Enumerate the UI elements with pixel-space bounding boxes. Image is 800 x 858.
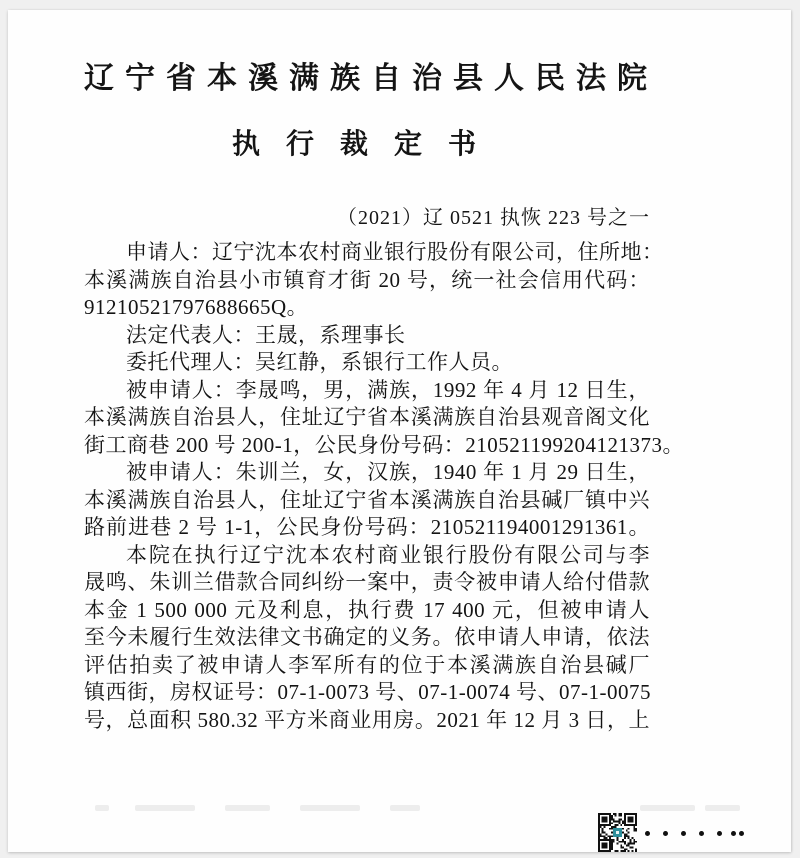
scan-artifact xyxy=(640,805,695,811)
dot xyxy=(645,831,650,836)
document-page xyxy=(8,10,791,852)
body-line: 至今未履行生效法律文书确定的义务。依申请人申请，依法 xyxy=(84,625,650,649)
scan-artifact xyxy=(95,805,109,811)
scan-artifact xyxy=(135,805,195,811)
scan-artifact xyxy=(705,805,740,811)
dot xyxy=(663,831,668,836)
court-name-title: 辽宁省本溪满族自治县人民法院 xyxy=(84,62,658,95)
body-line: 本溪满族自治县人，住址辽宁省本溪满族自治县碱厂镇中兴 xyxy=(84,487,650,512)
dotted-line xyxy=(645,831,750,837)
dot xyxy=(739,831,744,836)
body-line: 评估拍卖了被申请人李军所有的位于本溪满族自治县碱厂 xyxy=(84,652,650,677)
body-line: 被申请人：李晟鸣，男，满族，1992 年 4 月 12 日生， xyxy=(126,377,650,402)
dot xyxy=(681,831,686,836)
body-line: 本溪满族自治县小市镇育才街 20 号，统一社会信用代码： xyxy=(84,267,650,292)
body-line: 法定代表人：王晟，系理事长 xyxy=(126,322,406,347)
document-content xyxy=(8,10,791,734)
body-line: 镇西街，房权证号：07-1-0073 号、07-1-0074 号、07-1-0075 xyxy=(84,680,651,704)
dot xyxy=(717,831,722,836)
qr-code xyxy=(597,813,638,852)
body-line: 申请人：辽宁沈本农村商业银行股份有限公司，住所地： xyxy=(126,240,664,264)
scan-artifact xyxy=(225,805,270,811)
body-line: 街工商巷 200 号 200-1，公民身份号码：210521199204121373。 xyxy=(84,432,684,457)
body-line: 晟鸣、朱训兰借款合同纠纷一案中，责令被申请人给付借款 xyxy=(84,570,650,594)
body-line: 路前进巷 2 号 1-1，公民身份号码：210521194001291361。 xyxy=(84,515,650,539)
body-line: 号，总面积 580.32 平方米商业用房。2021 年 12 月 3 日，上 xyxy=(84,707,650,732)
dot xyxy=(731,831,736,836)
case-number: （2021）辽 0521 执恢 223 号之一 xyxy=(337,207,650,229)
document-type-title: 执行裁定书 xyxy=(231,129,502,160)
body-line: 本溪满族自治县人，住址辽宁省本溪满族自治县观音阁文化 xyxy=(84,405,650,429)
body-line: 本院在执行辽宁沈本农村商业银行股份有限公司与李 xyxy=(126,542,650,567)
dot xyxy=(699,831,704,836)
body-line: 被申请人：朱训兰，女，汉族，1940 年 1 月 29 日生， xyxy=(126,460,650,484)
body-line: 委托代理人：吴红静，系银行工作人员。 xyxy=(126,350,513,374)
scan-artifact xyxy=(300,805,360,811)
body-line: 本金 1 500 000 元及利息，执行费 17 400 元，但被申请人 xyxy=(84,597,650,622)
scan-artifact xyxy=(390,805,420,811)
document-body xyxy=(84,239,684,734)
body-line: 91210521797688665Q。 xyxy=(84,295,309,319)
